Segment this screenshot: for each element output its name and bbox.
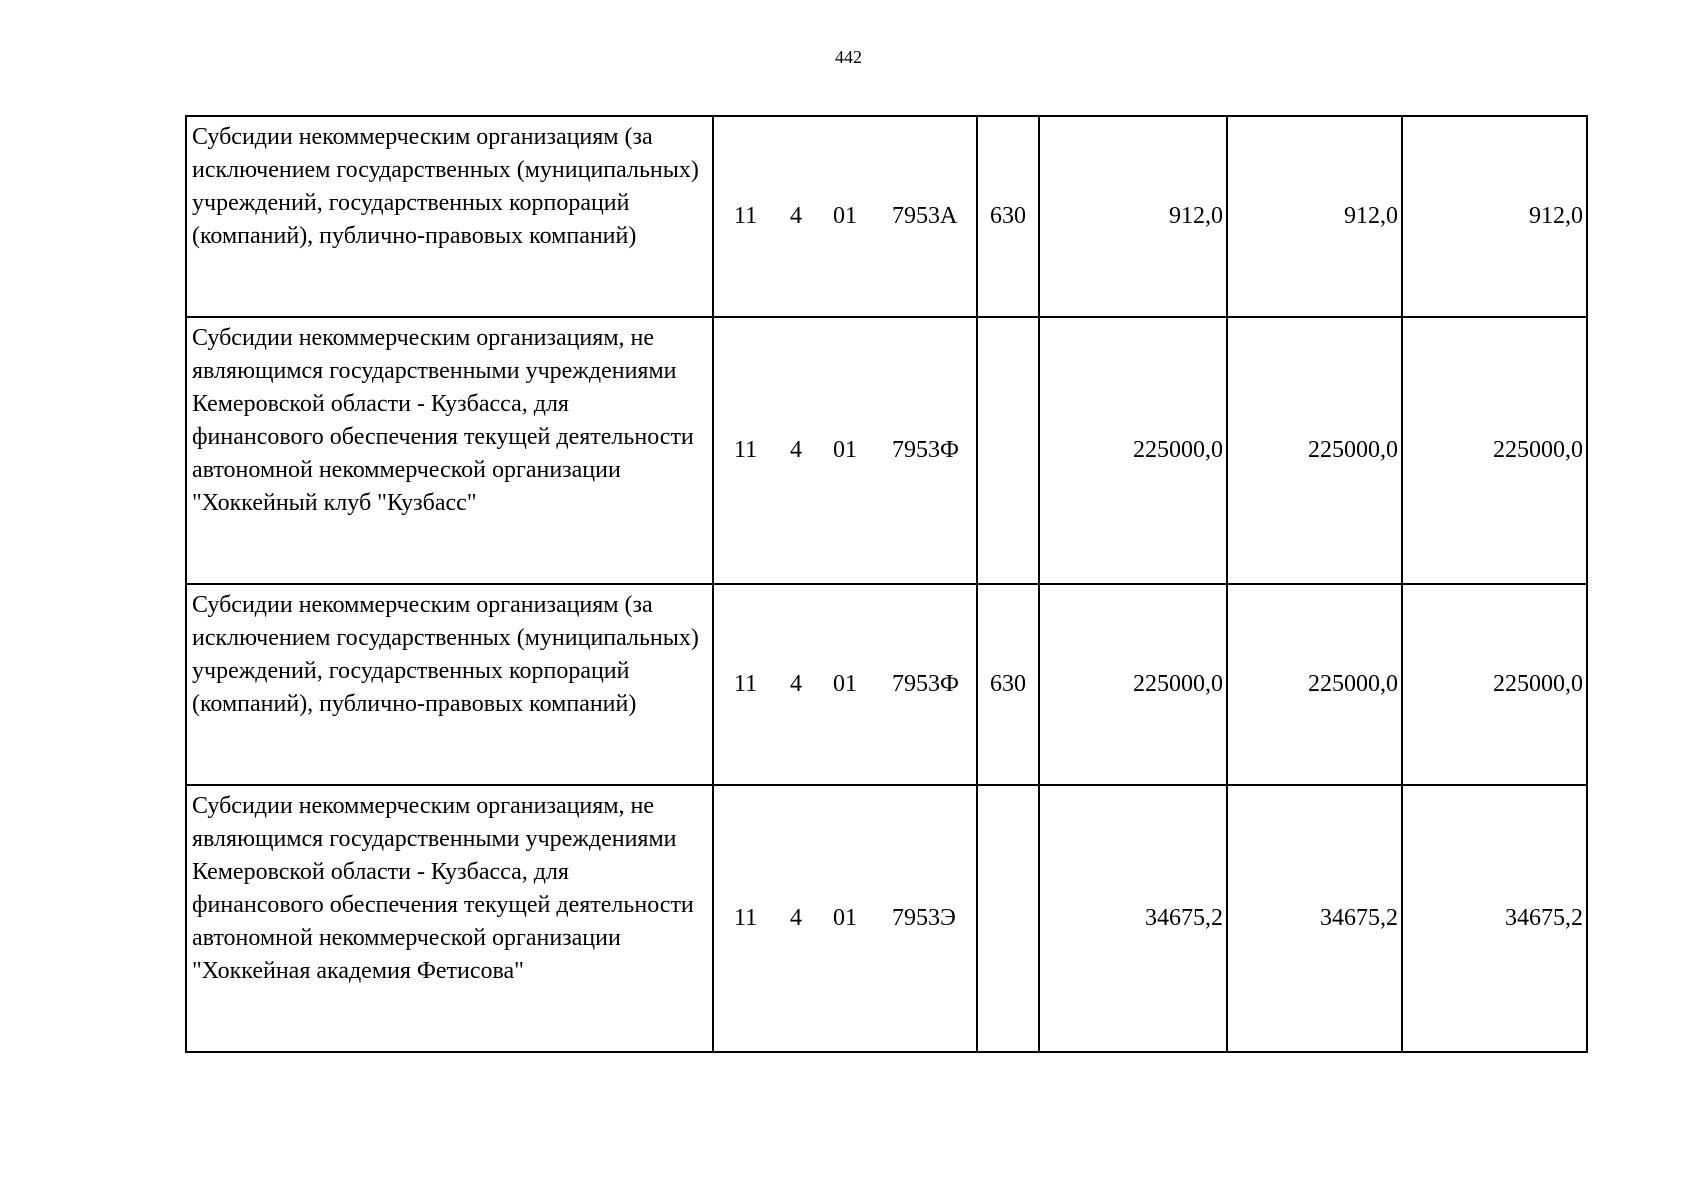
code-subprogram: 4: [790, 203, 802, 229]
table-row: [186, 317, 1587, 584]
amount-year-3: 225000,0: [1402, 584, 1587, 785]
code-main-activity: 01: [833, 203, 857, 229]
amount-year-2: 34675,2: [1227, 785, 1402, 1052]
row-codes: [713, 116, 977, 317]
row-description: Субсидии некоммерческим организациям (за исключением государственных (муниципальных) учреждений, государственных корпораций (компаний), публично-правовых компаний): [186, 584, 713, 785]
expense-type-code: 630: [977, 584, 1039, 785]
table-row: [186, 584, 1587, 785]
row-description: Субсидии некоммерческим организациям (за исключением государственных (муниципальных) учреждений, государственных корпораций (компаний), публично-правовых компаний): [186, 116, 713, 317]
code-direction: 7953Ф: [892, 671, 959, 697]
code-subprogram: 4: [790, 437, 802, 463]
row-description: Субсидии некоммерческим организациям, не являющимся государственными учреждениями Кемеровской области - Кузбасса, для финансового обеспечения текущей деятельности автономной некоммерческой организации "Хоккейная академия Фетисова": [186, 785, 713, 1052]
amount-year-2: 225000,0: [1227, 317, 1402, 584]
code-main-activity: 01: [833, 437, 857, 463]
budget-table: [185, 115, 1588, 1053]
amount-year-3: 225000,0: [1402, 317, 1587, 584]
code-program: 11: [734, 437, 758, 463]
code-direction: 7953А: [892, 203, 958, 229]
code-main-activity: 01: [833, 671, 857, 697]
row-codes: [713, 785, 977, 1052]
expense-type-code: [977, 785, 1039, 1052]
amount-year-1: 912,0: [1039, 116, 1227, 317]
amount-year-3: 34675,2: [1402, 785, 1587, 1052]
amount-year-1: 225000,0: [1039, 584, 1227, 785]
expense-type-code: [977, 317, 1039, 584]
page-number: 442: [835, 47, 862, 67]
row-codes: [713, 584, 977, 785]
expense-type-code: 630: [977, 116, 1039, 317]
code-subprogram: 4: [790, 671, 802, 697]
code-program: 11: [734, 203, 758, 229]
row-codes: [713, 317, 977, 584]
row-description: Субсидии некоммерческим организациям, не являющимся государственными учреждениями Кемеровской области - Кузбасса, для финансового обеспечения текущей деятельности автономной некоммерческой организации "Хоккейный клуб "Кузбасс": [186, 317, 713, 584]
code-subprogram: 4: [790, 905, 802, 931]
code-direction: 7953Ф: [892, 437, 959, 463]
amount-year-1: 225000,0: [1039, 317, 1227, 584]
amount-year-2: 225000,0: [1227, 584, 1402, 785]
code-program: 11: [734, 671, 758, 697]
code-main-activity: 01: [833, 905, 857, 931]
table-row: [186, 116, 1587, 317]
code-direction: 7953Э: [892, 905, 956, 931]
code-program: 11: [734, 905, 758, 931]
amount-year-2: 912,0: [1227, 116, 1402, 317]
table-row: [186, 785, 1587, 1052]
amount-year-3: 912,0: [1402, 116, 1587, 317]
amount-year-1: 34675,2: [1039, 785, 1227, 1052]
